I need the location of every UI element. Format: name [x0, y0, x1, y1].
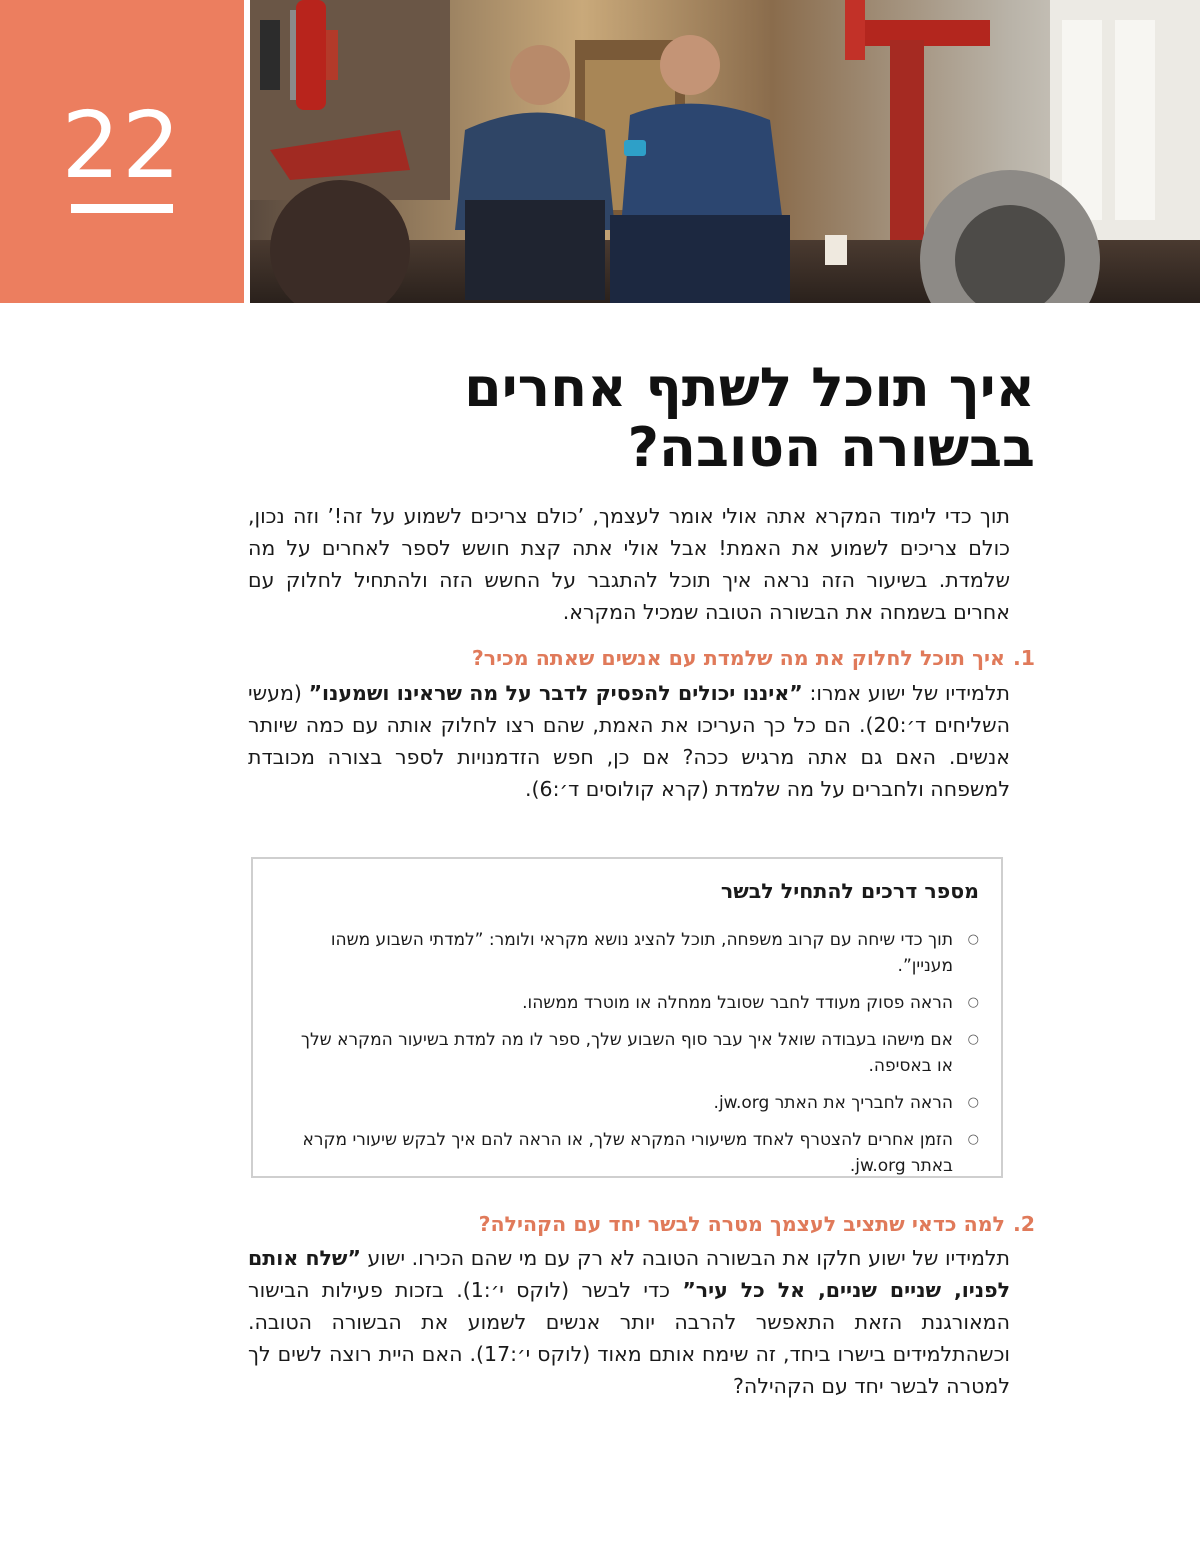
section-2-text-rest: כדי לבשר (לוקס י׳:1). בזכות פעילות הבישור המאורגנת הזאת התאפשר להרבה יותר אנשים לשמוע את הבשורה הטובה. וכשהתלמידים בישרו ביחד, זה שימח אותם מאוד (לוקס י׳:17). האם היית רוצה לשים לך למטרה לבשר יחד עם הקהילה? — [248, 1278, 1010, 1398]
bullet-icon: ○ — [967, 1132, 979, 1147]
section-2-quote: ”שלח אותם לפניו, שניים שניים, אל כל עיר” — [248, 1246, 1010, 1302]
list-item-text: תוך כדי שיחה עם קרוב משפחה, תוכל להציג נושא מקראי ולומר: ”למדתי השבוע משהו מעניין”. — [330, 930, 953, 976]
bullet-icon: ○ — [967, 1095, 979, 1110]
question-1-number: 1. — [1012, 646, 1035, 670]
bullet-icon: ○ — [967, 1032, 979, 1047]
tips-box-title: מספר דרכים להתחיל לבשר — [720, 879, 979, 903]
page-title-line1: איך תוכל לשתף אחרים — [464, 356, 1035, 419]
lesson-number: 22 — [61, 92, 183, 199]
workshop-illustration — [250, 0, 1200, 303]
section-2-paragraph — [248, 1242, 1010, 1402]
list-item — [289, 990, 979, 1016]
section-2-text-start: תלמידיו של ישוע חלקו את הבשורה הטובה לא רק עם מי שהם הכירו. ישוע — [360, 1246, 1010, 1270]
section-1-text-rest: (מעשי השליחים ד׳:20). הם כל כך העריכו את האמת, שהם רצו לחלוק אותה עם כמה שיותר אנשים. האם גם אתה מרגיש ככה? אם כן, חפש הזדמנויות לספר בצורה מכובדת למשפחה ולחברים על מה שלמדת (קרא קולוסים ד׳:6). — [248, 681, 1010, 801]
list-item-text: הראה לחבריך את האתר jw.org. — [713, 1093, 953, 1113]
lesson-number-tab — [0, 0, 244, 303]
header-photo — [250, 0, 1200, 303]
question-1 — [235, 643, 1035, 673]
list-item — [289, 1127, 979, 1179]
tips-list — [289, 927, 979, 1190]
tips-box — [251, 857, 1003, 1178]
lesson-number-underline — [71, 204, 173, 213]
section-1-paragraph — [248, 677, 1010, 805]
section-1-quote: ”איננו יכולים להפסיק לדבר על מה שראינו ושמענו” — [308, 681, 803, 705]
page-title-line2: בבשורה הטובה? — [627, 416, 1035, 479]
page-title — [235, 358, 1035, 478]
bullet-icon: ○ — [967, 995, 979, 1010]
bullet-icon: ○ — [967, 932, 979, 947]
intro-paragraph: תוך כדי לימוד המקרא אתה אולי אומר לעצמך, ’כולם צריכים לשמוע על זה!’ וזה נכון, כולם צריכים לשמוע את האמת! אבל אולי אתה קצת חושש לספר לאחרים על מה שלמדת. בשיעור הזה נראה איך תוכל להתגבר על החשש הזה ולהתחיל לחלוק עם אחרים בשמחה את הבשורה הטובה שמכיל המקרא. — [248, 504, 1010, 624]
question-2 — [235, 1209, 1035, 1239]
list-item — [289, 1090, 979, 1116]
list-item-text: הראה פסוק מעודד לחבר שסובל ממחלה או מוטרד ממשהו. — [522, 993, 953, 1013]
question-2-number: 2. — [1012, 1212, 1035, 1236]
list-item — [289, 927, 979, 979]
list-item-text: הזמן אחרים להצטרף לאחד משיעורי המקרא שלך, או הראה להם איך לבקש שיעורי מקרא באתר jw.org. — [302, 1130, 953, 1176]
question-2-text: למה כדאי שתציב לעצמך מטרה לבשר יחד עם הקהילה? — [478, 1212, 1005, 1236]
list-item-text: אם מישהו בעבודה שואל איך עבר סוף השבוע שלך, ספר לו מה למדת בשיעור המקרא שלך או באסיפה. — [300, 1030, 953, 1076]
list-item — [289, 1027, 979, 1079]
section-1-text-start: תלמידיו של ישוע אמרו: — [802, 681, 1010, 705]
question-1-text: איך תוכל לחלוק את מה שלמדת עם אנשים שאתה מכיר? — [471, 646, 1005, 670]
